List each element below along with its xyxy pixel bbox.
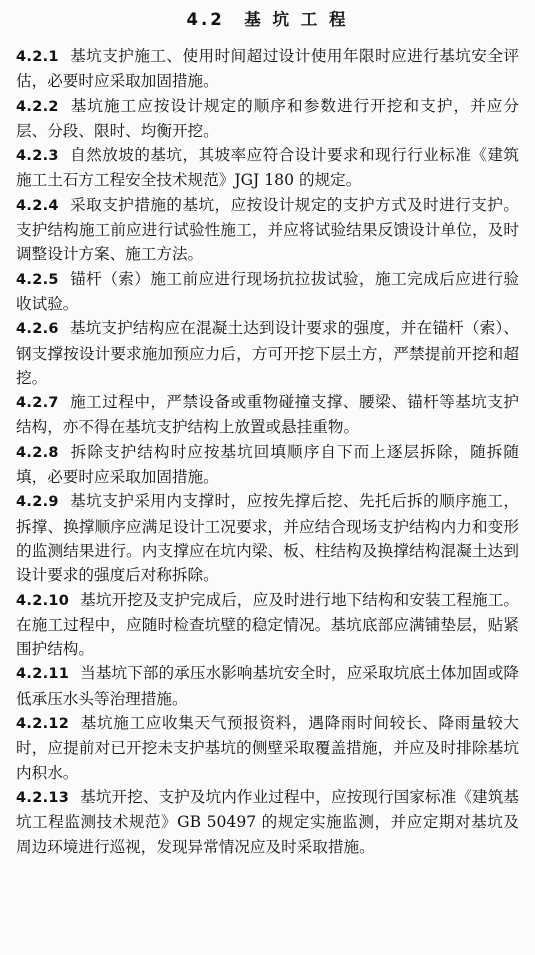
- clause-number: 4.2.7: [16, 395, 59, 412]
- clause-text: 拆除支护结构时应按基坑回填顺序自下而上逐层拆除，随拆随填，必要时应采取加固措施。: [16, 442, 519, 487]
- clause-number: 4.2.3: [16, 148, 59, 165]
- clause-number: 4.2.11: [16, 666, 70, 683]
- clause-4-2-4: [16, 193, 519, 267]
- clause-text: 基坑施工应收集天气预报资料，遇降雨时间较长、降雨量较大时，应提前对已开挖未支护基坑的侧壁采取覆盖措施，并应及时排除基坑内积水。: [16, 714, 519, 782]
- clause-4-2-1: [16, 44, 519, 94]
- clause-text: 基坑开挖、支护及坑内作业过程中，应按现行国家标准《建筑基坑工程监测技术规范》GB 50497 的规定实施监测，并应定期对基坑及周边环境进行巡视，发现异常情况应及时采取措施。: [16, 787, 519, 856]
- clause-number: 4.2.13: [16, 789, 70, 806]
- clause-text: 自然放坡的基坑，其坡率应符合设计要求和现行行业标准《建筑施工土石方工程安全技术规范》JGJ 180 的规定。: [16, 146, 519, 190]
- clause-4-2-2: [16, 94, 519, 144]
- clause-number: 4.2.4: [16, 197, 59, 214]
- clause-text: 基坑支护采用内支撑时，应按先撑后挖、先托后拆的顺序施工，拆撑、换撑顺序应满足设计工况要求，并应结合现场支护结构内力和变形的监测结果进行。内支撑应在坑内梁、板、柱结构及换撑结构混凝土达到设计要求的强度后对称拆除。: [16, 492, 519, 585]
- clause-number: 4.2.6: [16, 321, 59, 338]
- clause-number: 4.2.9: [16, 494, 59, 511]
- clause-4-2-8: [16, 440, 519, 490]
- clause-text: 锚杆（索）施工前应进行现场抗拉拔试验，施工完成后应进行验收试验。: [16, 269, 519, 313]
- clause-4-2-5: [16, 267, 519, 317]
- clause-4-2-10: [16, 588, 519, 662]
- clause-text: 采取支护措施的基坑，应按设计规定的支护方式及时进行支护。支护结构施工前应进行试验性施工，并应将试验结果反馈设计单位，及时调整设计方案、施工方法。: [16, 195, 519, 264]
- clause-list: [16, 44, 519, 859]
- clause-text: 基坑支护施工、使用时间超过设计使用年限时应进行基坑安全评估，必要时应采取加固措施。: [16, 47, 519, 91]
- clause-number: 4.2.12: [16, 716, 70, 733]
- clause-text: 基坑开挖及支护完成后，应及时进行地下结构和安装工程施工。在施工过程中，应随时检查坑壁的稳定情况。基坑底部应满铺垫层，贴紧围护结构。: [16, 590, 519, 659]
- clause-4-2-9: [16, 489, 519, 587]
- clause-number: 4.2.8: [16, 444, 59, 461]
- clause-text: 当基坑下部的承压水影响基坑安全时，应采取坑底土体加固或降低承压水头等治理措施。: [16, 664, 519, 708]
- clause-text: 施工过程中，严禁设备或重物碰撞支撑、腰梁、锚杆等基坑支护结构，亦不得在基坑支护结构上放置或悬挂重物。: [16, 393, 519, 437]
- clause-number: 4.2.5: [16, 271, 59, 288]
- clause-4-2-6: [16, 316, 519, 390]
- clause-4-2-11: [16, 661, 519, 711]
- clause-4-2-12: [16, 711, 519, 785]
- clause-number: 4.2.1: [16, 49, 59, 65]
- clause-4-2-7: [16, 390, 519, 440]
- section-title: 4.2 基 坑 工 程: [186, 10, 349, 29]
- clause-text: 基坑支护结构应在混凝土达到设计要求的强度，并在锚杆（索）、钢支撑按设计要求施加预应力后，方可开挖下层土方，严禁提前开挖和超挖。: [16, 319, 519, 387]
- clause-text: 基坑施工应按设计规定的顺序和参数进行开挖和支护，并应分层、分段、限时、均衡开挖。: [16, 96, 519, 140]
- clause-4-2-3: [16, 143, 519, 193]
- clause-number: 4.2.10: [16, 592, 70, 609]
- clause-number: 4.2.2: [16, 98, 59, 115]
- clause-4-2-13: [16, 785, 519, 859]
